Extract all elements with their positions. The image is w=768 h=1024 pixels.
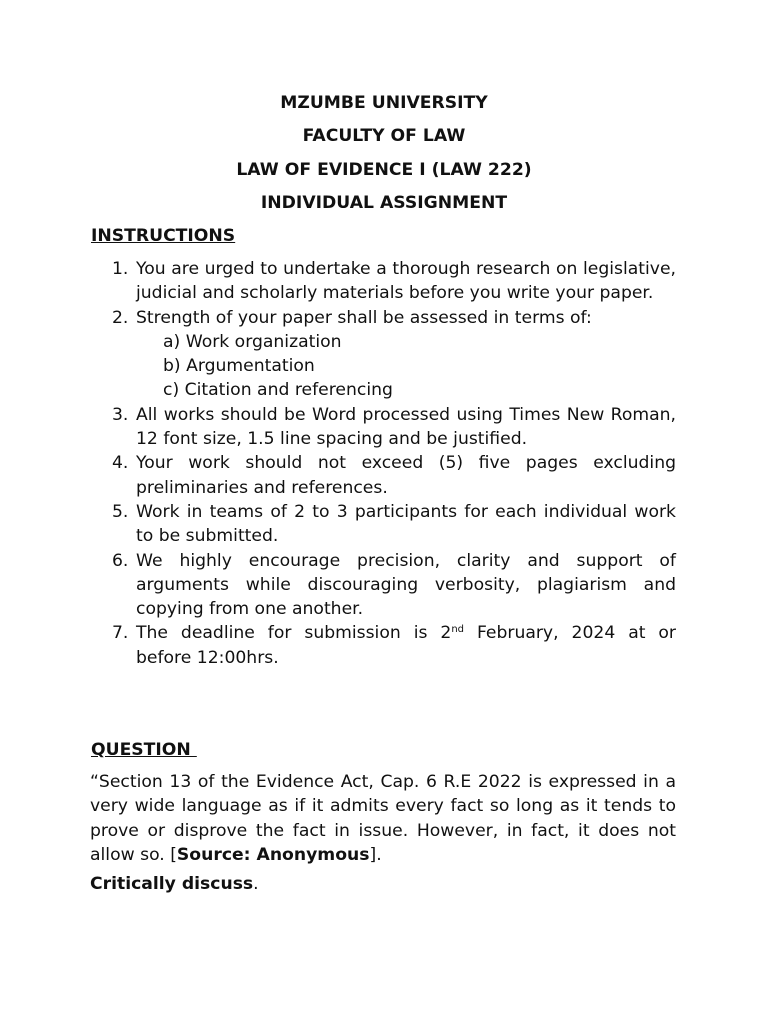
item-text: February, 2024 at or — [464, 623, 676, 644]
item-number: 5. — [112, 501, 129, 522]
sub-item: b) Argumentation — [163, 356, 315, 377]
item-number: 1. — [112, 259, 129, 279]
list-item — [90, 403, 676, 452]
faculty-name: FACULTY OF LAW — [302, 126, 466, 147]
item-text: Your work should not exceed (5) five pages excluding preliminaries and references. — [136, 453, 676, 498]
list-item — [90, 500, 676, 549]
question-text — [90, 770, 676, 867]
question-heading: QUESTION — [91, 740, 197, 760]
item-number: 3. — [112, 404, 129, 425]
item-text: You are urged to undertake a thorough research on legislative, judicial and scholarly materials before you write your paper. — [136, 259, 676, 304]
item-number: 4. — [112, 453, 129, 474]
question-body-end: ]. — [369, 844, 382, 865]
item-text: The deadline for submission is 2 — [136, 623, 452, 644]
document-header — [0, 90, 768, 223]
discuss-end: . — [253, 874, 259, 894]
list-item — [90, 621, 676, 670]
course-title: LAW OF EVIDENCE I (LAW 222) — [236, 159, 532, 180]
item-number: 6. — [112, 550, 129, 571]
item-text: Work in teams of 2 to 3 participants for each individual work to be submitted. — [136, 501, 676, 547]
question-source: Source: Anonymous — [176, 844, 370, 865]
item-number: 2. — [112, 307, 129, 328]
list-item — [90, 549, 676, 622]
criteria-sublist — [136, 330, 676, 403]
university-name: MZUMBE UNIVERSITY — [280, 93, 488, 113]
sub-item: a) Work organization — [163, 331, 342, 352]
item-text: We highly encourage precision, clarity and support of arguments while discouraging verbosity, plagiarism and copying from one another. — [136, 550, 676, 620]
item-text: All works should be Word processed using Times New Roman, 12 font size, 1.5 line spacing and be justified. — [136, 404, 676, 450]
list-item — [90, 451, 676, 500]
item-number: 7. — [112, 623, 129, 644]
instructions-list — [90, 257, 676, 670]
question-body: “Section 13 of the Evidence Act, Cap. 6 R.E 2022 is expressed in a very wide language as if it admits every fact so long as it tends to prove or disprove the fact in issue. However, in fact, it does not allow so. [ — [90, 772, 676, 865]
list-item — [90, 257, 676, 306]
item-text: before 12:00hrs. — [136, 647, 279, 668]
list-item — [90, 306, 676, 403]
sub-item: c) Citation and referencing — [163, 380, 393, 401]
discuss-label: Critically discuss — [90, 874, 254, 894]
instructions-heading: INSTRUCTIONS — [91, 226, 236, 246]
assignment-title: INDIVIDUAL ASSIGNMENT — [260, 192, 508, 213]
item-text: Strength of your paper shall be assessed in terms of: — [136, 307, 592, 328]
discuss-instruction — [90, 872, 259, 896]
ordinal-suffix: nd — [451, 624, 464, 636]
